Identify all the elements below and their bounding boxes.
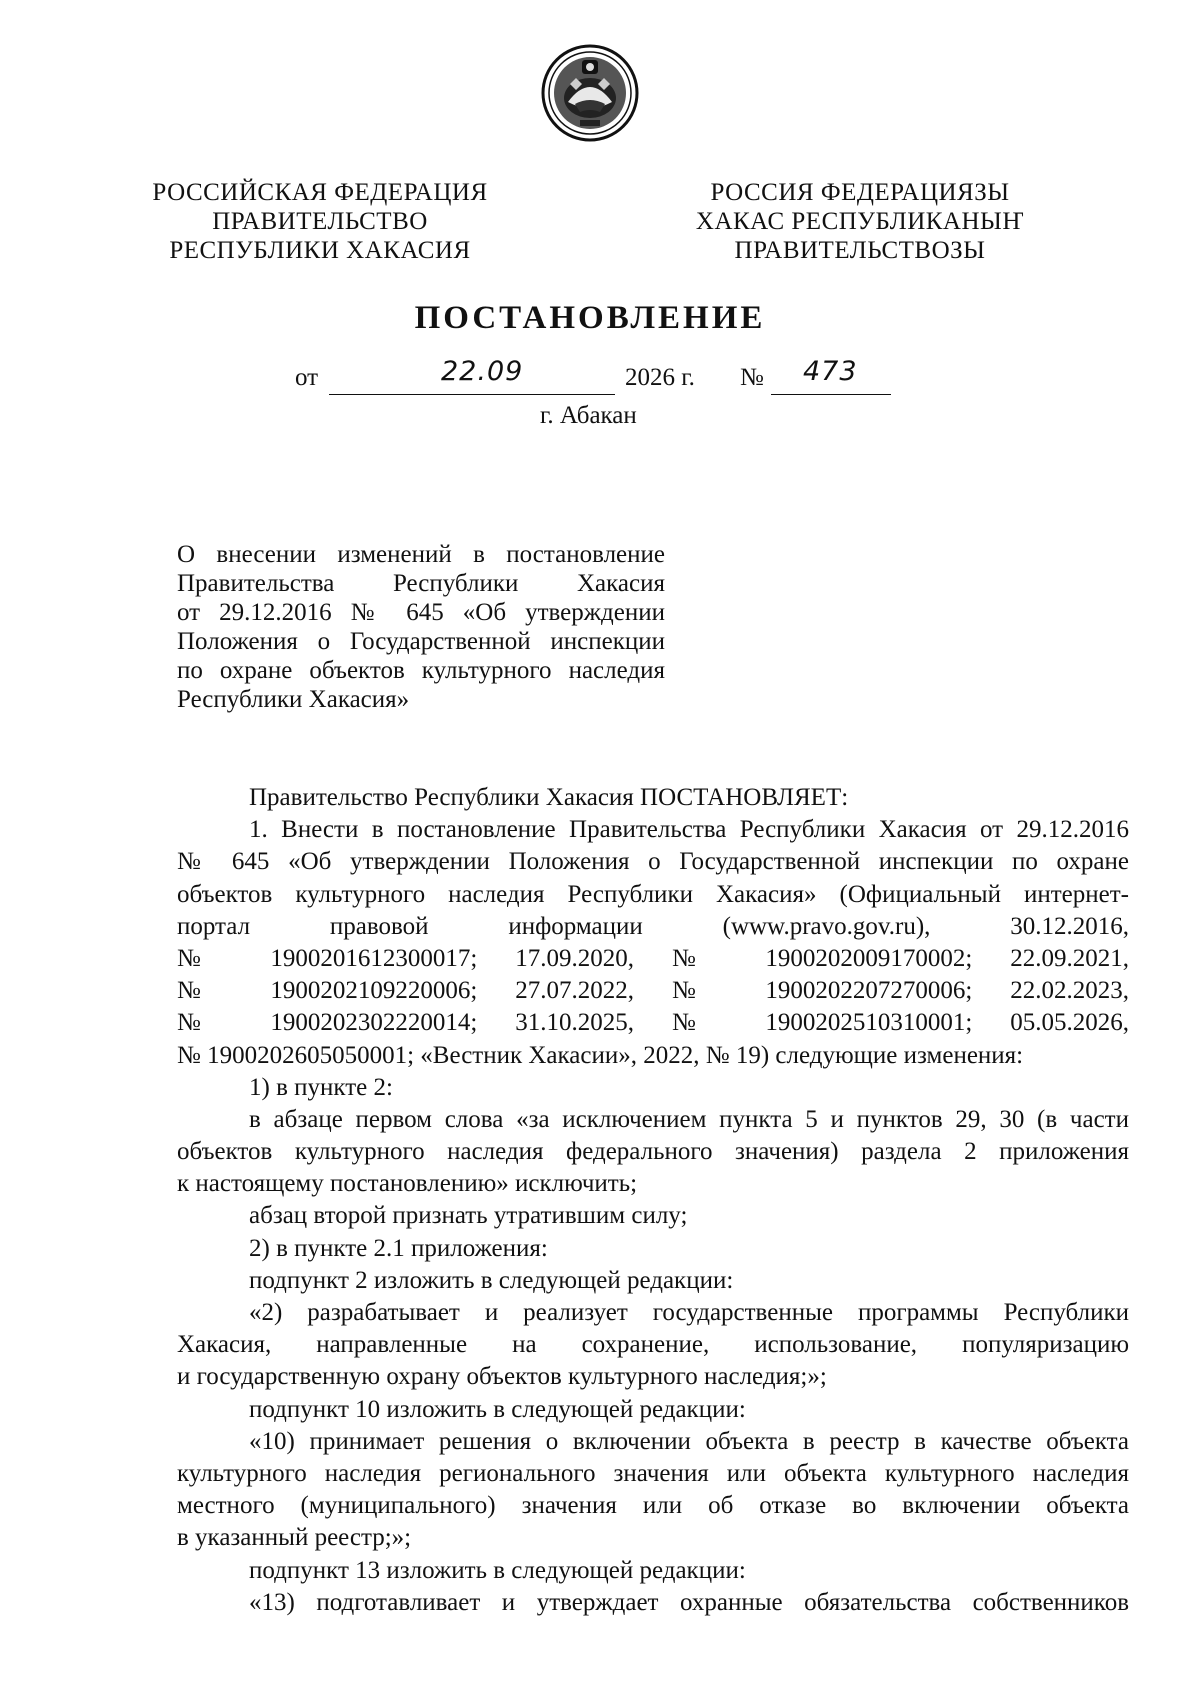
body-line: Хакасия, направленные на сохранение, использование, популяризацию bbox=[177, 1331, 1129, 1359]
body-line: 1) в пункте 2: bbox=[249, 1073, 393, 1101]
header-right-line: ПРАВИТЕЛЬСТВОЗЫ bbox=[734, 237, 986, 264]
body-line: «10) принимает решения о включении объекта в реестр в качестве объекта bbox=[249, 1427, 1129, 1455]
body-line: подпункт 10 изложить в следующей редакции: bbox=[249, 1395, 746, 1423]
subject-line: от 29.12.2016 № 645 «Об утверждении bbox=[177, 599, 665, 626]
document-subject bbox=[177, 540, 665, 714]
subject-line: Республики Хакасия» bbox=[177, 686, 410, 713]
body-line: в указанный реестр;»; bbox=[177, 1524, 412, 1552]
header-left-line: РОССИЙСКАЯ ФЕДЕРАЦИЯ bbox=[152, 179, 488, 206]
number-handwritten: 473 bbox=[803, 356, 858, 387]
coat-of-arms-khakassia-icon bbox=[540, 42, 640, 144]
body-line: портал правовой информации (www.pravo.gov.ru), 30.12.2016, bbox=[177, 912, 1129, 940]
body-line: объектов культурного наследия Республики Хакасия» (Официальный интернет- bbox=[177, 880, 1129, 908]
body-line: подпункт 13 изложить в следующей редакции: bbox=[249, 1556, 746, 1584]
subject-line: Положения о Государственной инспекции bbox=[177, 628, 665, 655]
document-body bbox=[177, 782, 1129, 1619]
body-line: «2) разрабатывает и реализует государственные программы Республики bbox=[249, 1299, 1129, 1326]
header-left bbox=[150, 178, 490, 265]
document-type-title: ПОСТАНОВЛЕНИЕ bbox=[414, 300, 766, 336]
body-line: 2) в пункте 2.1 приложения: bbox=[249, 1234, 548, 1262]
body-line: и государственную охрану объектов культурного наследия;»; bbox=[177, 1363, 827, 1391]
body-line: № 1900201612300017; 17.09.2020, № 1900202009170002; 22.09.2021, bbox=[177, 944, 1129, 972]
body-line: «13) подготавливает и утверждает охранные обязательства собственников bbox=[249, 1588, 1129, 1616]
body-line: № 1900202109220006; 27.07.2022, № 1900202207270006; 22.02.2023, bbox=[177, 977, 1129, 1005]
body-line: местного (муниципального) значения или об отказе во включении объекта bbox=[177, 1492, 1129, 1520]
number-label: № bbox=[740, 364, 764, 391]
date-underline bbox=[329, 356, 615, 395]
header-left-line: РЕСПУБЛИКИ ХАКАСИЯ bbox=[169, 237, 471, 264]
header-right-line: ХАКАС РЕСПУБЛИКАНЫҤ bbox=[695, 208, 1025, 235]
subject-line: по охране объектов культурного наследия bbox=[177, 657, 665, 684]
body-line: культурного наследия регионального значения или объекта культурного наследия bbox=[177, 1459, 1129, 1487]
date-prefix: от bbox=[295, 364, 319, 391]
header-left-line: ПРАВИТЕЛЬСТВО bbox=[212, 208, 428, 235]
body-line: № 1900202605050001; «Вестник Хакасии», 2022, № 19) следующие изменения: bbox=[177, 1041, 1024, 1069]
body-line: № 1900202302220014; 31.10.2025, № 1900202510310001; 05.05.2026, bbox=[177, 1009, 1129, 1037]
subject-line: О внесении изменений в постановление bbox=[177, 541, 665, 568]
body-line: в абзаце первом слова «за исключением пункта 5 и пунктов 29, 30 (в части bbox=[249, 1105, 1129, 1133]
header-right-line: РОССИЯ ФЕДЕРАЦИЯЗЫ bbox=[710, 179, 1010, 206]
body-line: объектов культурного наследия федерального значения) раздела 2 приложения bbox=[177, 1138, 1129, 1166]
header-right bbox=[690, 178, 1030, 265]
body-line: Правительство Республики Хакасия ПОСТАНОВЛЯЕТ: bbox=[249, 784, 849, 811]
body-line: абзац второй признать утратившим силу; bbox=[249, 1202, 688, 1230]
subject-line: Правительства Республики Хакасия bbox=[177, 570, 665, 597]
body-line: подпункт 2 изложить в следующей редакции: bbox=[249, 1266, 734, 1294]
body-line: 1. Внести в постановление Правительства Республики Хакасия от 29.12.2016 bbox=[249, 816, 1129, 844]
number-underline bbox=[771, 356, 891, 395]
year-text: 2026 г. bbox=[625, 364, 695, 391]
body-line: № 645 «Об утверждении Положения о Государственной инспекции по охране bbox=[177, 848, 1129, 876]
body-line: к настоящему постановлению» исключить; bbox=[177, 1170, 638, 1198]
date-handwritten: 22.09 bbox=[441, 356, 524, 387]
city: г. Абакан bbox=[540, 402, 637, 429]
